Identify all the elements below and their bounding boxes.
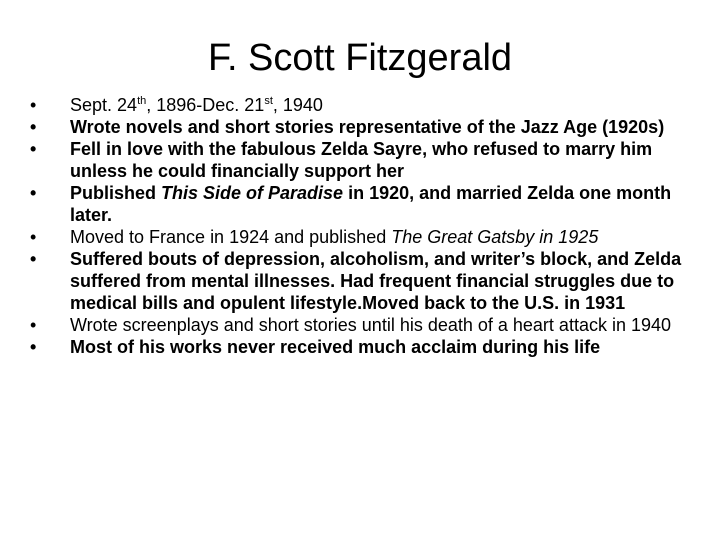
bullet-point-icon: • (30, 183, 37, 203)
bullet-text: Most of his works never received much acclaim during his life (70, 337, 601, 357)
bullet-point-icon: • (30, 227, 37, 247)
date-text: Sept. 24 (70, 95, 138, 115)
bullet-item-zelda (30, 138, 710, 182)
book-title: The Great Gatsby in 1925 (391, 227, 599, 247)
bullet-list (30, 94, 710, 358)
bullet-item-jazz-age (30, 116, 710, 138)
bullet-text-part: Moved to France in 1924 and published (70, 227, 392, 247)
bullet-point-icon: • (30, 315, 37, 335)
bullet-text: Wrote novels and short stories representative of the Jazz Age (1920s) (70, 117, 665, 137)
bullet-item-screenplays (30, 314, 710, 336)
bullet-point-icon: • (30, 95, 37, 115)
bullet-text-part: Published (70, 183, 162, 203)
bullet-text: Fell in love with the fabulous Zelda Sayre, who refused to marry him unless he could financially support her (70, 139, 653, 181)
slide-title: F. Scott Fitzgerald (207, 37, 513, 79)
date-text: , 1896-Dec. 21 (146, 95, 265, 115)
ordinal-suffix: st (264, 95, 273, 107)
date-text: , 1940 (272, 95, 323, 115)
bullet-point-icon: • (30, 337, 37, 357)
bullet-item-dates (30, 94, 710, 116)
ordinal-suffix: th (137, 95, 147, 107)
bullet-text-part: in 1920, and married Zelda one month later. (70, 183, 672, 225)
bullet-text: Wrote screenplays and short stories until his death of a heart attack in 1940 (70, 315, 672, 335)
bullet-text: Suffered bouts of depression, alcoholism, and writer’s block, and Zelda suffered from mental illnesses. Had frequent financial struggles due to medical bills and opulent lifestyle.Moved back to the U.S. in 1931 (70, 249, 682, 313)
bullet-item-paradise (30, 182, 710, 226)
bullet-point-icon: • (30, 117, 37, 137)
bullet-point-icon: • (30, 249, 37, 269)
bullet-item-acclaim (30, 336, 710, 358)
bullet-point-icon: • (30, 139, 37, 159)
bullet-item-gatsby (30, 226, 710, 248)
bullet-text (70, 183, 671, 225)
bullet-item-struggles (30, 248, 710, 314)
bullet-text (70, 227, 598, 247)
book-title: This Side of Paradise (161, 183, 344, 203)
bullet-text (70, 95, 323, 115)
